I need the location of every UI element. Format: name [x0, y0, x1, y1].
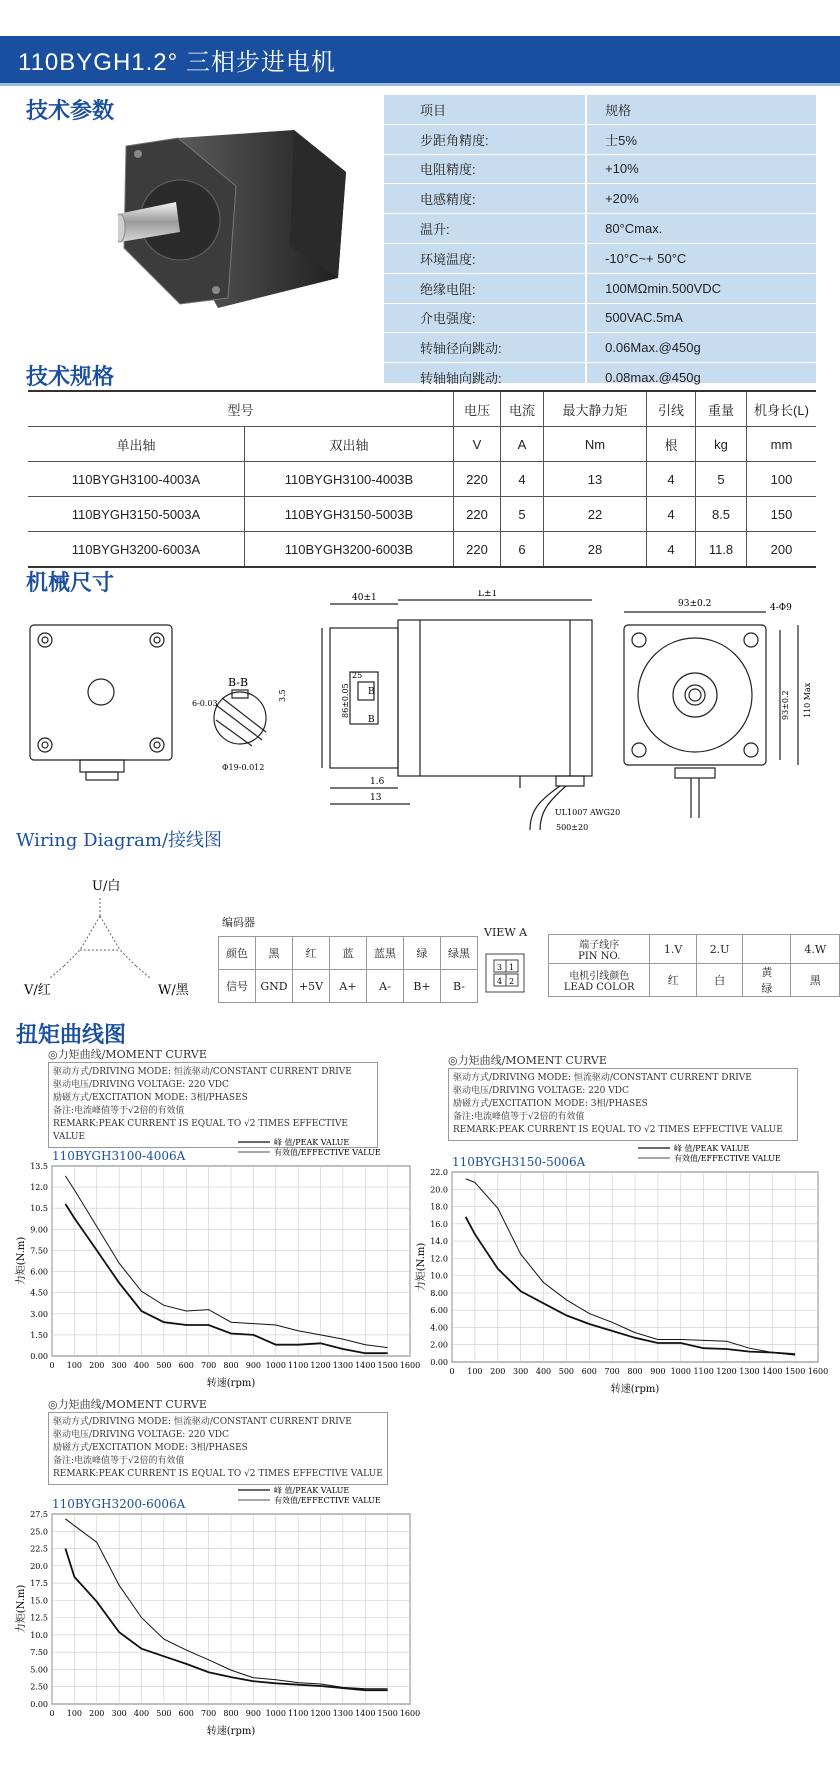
- encoder-cell: +5V: [293, 970, 330, 1003]
- dim-d2: 86±0.05: [341, 683, 350, 718]
- dim-t1: 1.6: [370, 777, 385, 787]
- torque-chart-2: [412, 1136, 830, 1406]
- y-tick-label: 22.5: [30, 1544, 48, 1554]
- banner-divider: [0, 83, 840, 86]
- legend-label: 有效值/EFFECTIVE VALUE: [674, 1154, 781, 1163]
- param-label: 温升:: [384, 214, 586, 244]
- pin-cell: 1.V: [650, 935, 696, 964]
- curve-info-box: [448, 1068, 798, 1141]
- x-tick-label: 1100: [693, 1367, 714, 1376]
- torque-chart-1: [12, 1130, 422, 1400]
- y-tick-label: 4.00: [430, 1323, 448, 1333]
- y-tick-label: 18.0: [430, 1202, 448, 1212]
- y-tick-label: 10.5: [30, 1204, 48, 1214]
- x-tick-label: 200: [490, 1367, 506, 1376]
- curve-info-line: 驱动方式/DRIVING MODE: 恒流驱动/CONSTANT CURRENT DRIVE: [53, 1067, 352, 1077]
- curve-info-line: 驱动方式/DRIVING MODE: 恒流驱动/CONSTANT CURRENT DRIVE: [53, 1417, 352, 1427]
- curve-info-line: REMARK:PEAK CURRENT IS EQUAL TO √2 TIMES EFFECTIVE VALUE: [53, 1119, 348, 1142]
- x-tick-label: 900: [245, 1361, 262, 1370]
- chart-title: 110BYGH3150-5006A: [452, 1155, 586, 1169]
- x-tick-label: 1200: [310, 1709, 331, 1718]
- spec-cell: 150: [747, 497, 817, 532]
- encoder-cell: 信号: [219, 970, 256, 1003]
- x-tick-label: 700: [200, 1361, 217, 1370]
- encoder-cell: B-: [441, 970, 478, 1003]
- y-axis-label: 力矩(N.m): [16, 1236, 27, 1286]
- encoder-cell: 颜色: [219, 937, 256, 970]
- spec-cell: 4: [647, 462, 696, 497]
- spec-header-weight: 重量: [696, 391, 747, 427]
- dim-b1: B: [368, 687, 375, 697]
- legend-label: 峰 值/PEAK VALUE: [274, 1486, 350, 1495]
- x-tick-label: 400: [133, 1709, 150, 1718]
- y-tick-label: 25.0: [30, 1527, 48, 1537]
- y-tick-label: 1.50: [30, 1330, 48, 1340]
- dimension-drawing: [0, 590, 840, 840]
- encoder-cell: 绿: [404, 937, 441, 970]
- x-tick-label: 400: [133, 1361, 150, 1370]
- y-tick-label: 13.5: [30, 1162, 48, 1171]
- pin-cell: 2.U: [696, 935, 742, 964]
- torque-chart-3: [12, 1478, 422, 1748]
- param-label: 环境温度:: [384, 243, 586, 273]
- dim-flange: 40±1: [352, 593, 377, 603]
- param-value: +20%: [586, 184, 816, 214]
- series-line-effective: [65, 1549, 387, 1691]
- spec-header-model: 型号: [28, 391, 454, 427]
- phase-v-label: V/红: [24, 983, 51, 998]
- pin-table: [548, 934, 840, 997]
- spec-cell: 110BYGH3150-5003A: [28, 497, 245, 532]
- param-label: 电感精度:: [384, 184, 586, 214]
- y-tick-label: 0.00: [30, 1352, 48, 1361]
- x-tick-label: 1000: [265, 1709, 286, 1718]
- param-value: 士5%: [586, 124, 816, 154]
- y-tick-label: 17.5: [30, 1579, 48, 1589]
- x-tick-label: 1400: [355, 1709, 376, 1718]
- param-label: 步距角精度:: [384, 124, 586, 154]
- encoder-cell: A+: [330, 970, 367, 1003]
- spec-cell: 5: [696, 462, 747, 497]
- dim-holes: 4-Φ9: [770, 603, 792, 613]
- spec-cell: 4: [501, 462, 544, 497]
- motor-photo: [118, 128, 358, 348]
- spec-cell: 11.8: [696, 532, 747, 568]
- param-label: 介电强度:: [384, 303, 586, 333]
- x-tick-label: 1600: [399, 1709, 421, 1718]
- x-tick-label: 900: [245, 1709, 262, 1718]
- legend-label: 有效值/EFFECTIVE VALUE: [274, 1496, 381, 1505]
- dim-bb-label: B-B: [228, 676, 249, 689]
- spec-cell: 110BYGH3200-6003B: [245, 532, 454, 568]
- spec-header-torque: 最大静力矩: [544, 391, 647, 427]
- x-tick-label: 1100: [287, 1709, 309, 1718]
- x-tick-label: 1200: [716, 1367, 737, 1376]
- spec-unit-voltage: V: [454, 427, 501, 462]
- spec-cell: 100: [747, 462, 817, 497]
- x-tick-label: 300: [111, 1709, 127, 1718]
- y-tick-label: 5.00: [30, 1665, 48, 1675]
- y-tick-label: 10.0: [30, 1630, 48, 1640]
- encoder-cell: 绿黑: [441, 937, 478, 970]
- x-axis-label: 转速(rpm): [206, 1726, 256, 1737]
- y-tick-label: 6.00: [30, 1267, 48, 1277]
- x-tick-label: 1600: [807, 1367, 829, 1376]
- param-label: 电阻精度:: [384, 154, 586, 184]
- encoder-cell: 蓝: [330, 937, 367, 970]
- x-tick-label: 1300: [332, 1709, 354, 1718]
- curve-heading: ◎力矩曲线/MOMENT CURVE: [448, 1054, 607, 1067]
- y-tick-label: 12.0: [430, 1254, 448, 1264]
- encoder-cell: B+: [404, 970, 441, 1003]
- spec-unit-weight: kg: [696, 427, 747, 462]
- spec-cell: 110BYGH3150-5003B: [245, 497, 454, 532]
- spec-unit-torque: Nm: [544, 427, 647, 462]
- spec-cell: 4: [647, 532, 696, 568]
- section-title-dims: 机械尺寸: [26, 571, 115, 596]
- x-tick-label: 200: [89, 1361, 105, 1370]
- dim-key-height: 3.5: [278, 689, 287, 702]
- section-title-torque: 扭矩曲线图: [16, 1023, 127, 1048]
- y-tick-label: 0.00: [430, 1358, 448, 1367]
- param-value: 80°Cmax.: [586, 214, 816, 244]
- svg-text:3: 3: [497, 963, 503, 972]
- wiring-title: Wiring Diagram/接线图: [16, 830, 223, 851]
- pin-header: 端子线序 PIN NO.: [549, 935, 650, 964]
- spec-cell: 6: [501, 532, 544, 568]
- param-header-item: 项目: [384, 95, 586, 124]
- y-tick-label: 8.00: [430, 1288, 448, 1298]
- y-tick-label: 6.00: [430, 1306, 448, 1316]
- lead-cell: 黄 绿: [743, 964, 791, 997]
- spec-cell: 22: [544, 497, 647, 532]
- curve-info-line: 驱动电压/DRIVING VOLTAGE: 220 VDC: [53, 1080, 229, 1090]
- y-tick-label: 9.00: [30, 1225, 48, 1235]
- x-tick-label: 500: [558, 1367, 575, 1376]
- x-axis-label: 转速(rpm): [206, 1378, 256, 1389]
- chart-title: 110BYGH3200-6006A: [52, 1497, 186, 1511]
- curve-info-line: 励磁方式/EXCITATION MODE: 3相/PHASES: [53, 1093, 248, 1103]
- curve-heading: ◎力矩曲线/MOMENT CURVE: [48, 1048, 207, 1061]
- phase-w-label: W/黑: [158, 983, 189, 998]
- x-tick-label: 800: [223, 1709, 239, 1718]
- y-tick-label: 0.00: [30, 1700, 48, 1709]
- dim-b2: B: [368, 715, 375, 725]
- param-value: +10%: [586, 154, 816, 184]
- dim-cable-length: 500±20: [556, 823, 589, 832]
- spec-cell: 4: [647, 497, 696, 532]
- curve-info-line: 驱动电压/DRIVING VOLTAGE: 220 VDC: [453, 1086, 629, 1096]
- svg-text:4: 4: [497, 977, 503, 986]
- x-tick-label: 1300: [739, 1367, 760, 1376]
- curve-info-line: 备注:电流峰值等于√2倍的有效值: [453, 1112, 585, 1122]
- curve-info-line: 备注:电流峰值等于√2倍的有效值: [53, 1106, 185, 1116]
- spec-cell: 220: [454, 532, 501, 568]
- wiring-diagram: [20, 870, 220, 1010]
- x-tick-label: 600: [178, 1709, 194, 1718]
- spec-header-leads: 引线: [647, 391, 696, 427]
- spec-unit-current: A: [501, 427, 544, 462]
- x-tick-label: 500: [156, 1361, 172, 1370]
- y-tick-label: 16.0: [430, 1219, 448, 1229]
- y-tick-label: 12.0: [30, 1183, 48, 1193]
- dim-cable: UL1007 AWG20: [555, 808, 621, 817]
- phase-u-label: U/白: [92, 879, 121, 894]
- x-tick-label: 1500: [377, 1709, 398, 1718]
- table-row: [28, 532, 816, 568]
- curve-info-2: [448, 1052, 798, 1141]
- spec-cell: 5: [501, 497, 544, 532]
- y-tick-label: 2.50: [30, 1682, 48, 1692]
- param-label: 转轴轴向跳动:: [384, 363, 586, 393]
- x-axis-label: 转速(rpm): [610, 1384, 660, 1395]
- x-tick-label: 1400: [762, 1367, 783, 1376]
- spec-cell: 110BYGH3100-4003A: [28, 462, 245, 497]
- legend-label: 峰 值/PEAK VALUE: [274, 1138, 350, 1147]
- legend-label: 峰 值/PEAK VALUE: [674, 1144, 750, 1153]
- x-tick-label: 300: [111, 1361, 127, 1370]
- param-value: 100MΩmin.500VDC: [586, 273, 816, 303]
- spec-cell: 220: [454, 497, 501, 532]
- spec-cell: 110BYGH3100-4003B: [245, 462, 454, 497]
- x-tick-label: 100: [467, 1367, 483, 1376]
- lead-cell: 白: [696, 964, 742, 997]
- x-tick-label: 0: [49, 1361, 55, 1370]
- x-tick-label: 800: [627, 1367, 643, 1376]
- pin-cell: [743, 935, 791, 964]
- dim-d1: 25: [352, 671, 363, 680]
- y-tick-label: 15.0: [30, 1596, 48, 1606]
- spec-cell: 13: [544, 462, 647, 497]
- x-tick-label: 700: [200, 1709, 217, 1718]
- x-tick-label: 500: [156, 1709, 172, 1718]
- curve-info-3: [48, 1396, 388, 1485]
- y-tick-label: 20.0: [30, 1561, 48, 1571]
- table-row: [28, 462, 816, 497]
- x-tick-label: 1500: [377, 1361, 398, 1370]
- y-tick-label: 20.0: [430, 1185, 448, 1195]
- x-tick-label: 1500: [784, 1367, 806, 1376]
- x-tick-label: 600: [178, 1361, 194, 1370]
- dim-shaft: Φ19-0.012: [222, 763, 265, 772]
- param-value: -10°C~+ 50°C: [586, 243, 816, 273]
- spec-header-length: 机身长(L): [747, 391, 817, 427]
- dim-square2: 93±0.2: [781, 690, 790, 720]
- legend-label: 有效值/EFFECTIVE VALUE: [274, 1148, 381, 1157]
- spec-cell: 28: [544, 532, 647, 568]
- y-tick-label: 14.0: [430, 1237, 448, 1247]
- y-tick-label: 4.50: [30, 1288, 48, 1298]
- encoder-cell: GND: [256, 970, 293, 1003]
- table-row: [28, 497, 816, 532]
- param-value: 0.06Max.@450g: [586, 333, 816, 363]
- y-axis-label: 力矩(N.m): [416, 1242, 427, 1292]
- y-tick-label: 27.5: [30, 1510, 48, 1519]
- x-tick-label: 1000: [265, 1361, 286, 1370]
- param-table: [384, 95, 816, 387]
- y-tick-label: 12.5: [30, 1613, 48, 1623]
- y-tick-label: 3.00: [30, 1309, 48, 1319]
- dim-length: L±1: [478, 590, 498, 599]
- param-label: 转轴径向跳动:: [384, 333, 586, 363]
- curve-info-line: REMARK:PEAK CURRENT IS EQUAL TO √2 TIMES EFFECTIVE VALUE: [53, 1469, 383, 1479]
- series-line-peak: [65, 1519, 387, 1689]
- spec-header-current: 电流: [501, 391, 544, 427]
- encoder-cell: A-: [367, 970, 404, 1003]
- curve-heading: ◎力矩曲线/MOMENT CURVE: [48, 1398, 207, 1411]
- dim-square: 93±0.2: [678, 599, 712, 609]
- x-tick-label: 1300: [332, 1361, 354, 1370]
- y-tick-label: 10.0: [430, 1271, 448, 1281]
- x-tick-label: 300: [512, 1367, 529, 1376]
- lead-cell: 黑: [791, 964, 840, 997]
- x-tick-label: 900: [650, 1367, 666, 1376]
- x-tick-label: 400: [535, 1367, 552, 1376]
- param-value: 0.08max.@450g: [586, 363, 816, 393]
- encoder-cell: 蓝黑: [367, 937, 404, 970]
- curve-info-line: 备注:电流峰值等于√2倍的有效值: [53, 1456, 185, 1466]
- y-tick-label: 7.50: [30, 1648, 48, 1658]
- spec-sub-double: 双出轴: [245, 427, 454, 462]
- y-axis-label: 力矩(N.m): [16, 1584, 27, 1634]
- curve-info-line: 驱动方式/DRIVING MODE: 恒流驱动/CONSTANT CURRENT DRIVE: [453, 1073, 752, 1083]
- x-tick-label: 1200: [310, 1361, 331, 1370]
- x-tick-label: 1100: [287, 1361, 309, 1370]
- curve-info-line: 励磁方式/EXCITATION MODE: 3相/PHASES: [453, 1099, 648, 1109]
- param-value: 500VAC.5mA: [586, 303, 816, 333]
- x-tick-label: 1400: [355, 1361, 376, 1370]
- series-line-peak: [466, 1179, 795, 1355]
- page-title: 110BYGH1.2° 三相步进电机: [18, 49, 336, 76]
- curve-info-line: 励磁方式/EXCITATION MODE: 3相/PHASES: [53, 1443, 248, 1453]
- spec-header-voltage: 电压: [454, 391, 501, 427]
- curve-info-line: 驱动电压/DRIVING VOLTAGE: 220 VDC: [53, 1430, 229, 1440]
- spec-table: [28, 390, 816, 568]
- curve-info-line: REMARK:PEAK CURRENT IS EQUAL TO √2 TIMES EFFECTIVE VALUE: [453, 1125, 783, 1135]
- x-tick-label: 1000: [670, 1367, 691, 1376]
- connector-icon: [484, 946, 528, 994]
- y-tick-label: 2.00: [430, 1340, 448, 1350]
- pin-cell: 4.W: [791, 935, 840, 964]
- series-line-effective: [466, 1217, 795, 1354]
- encoder-cell: 黑: [256, 937, 293, 970]
- svg-text:2: 2: [509, 977, 515, 986]
- spec-unit-leads: 根: [647, 427, 696, 462]
- x-tick-label: 800: [223, 1361, 239, 1370]
- chart-title: 110BYGH3100-4006A: [52, 1149, 186, 1163]
- spec-cell: 8.5: [696, 497, 747, 532]
- lead-cell: 红: [650, 964, 696, 997]
- x-tick-label: 0: [449, 1367, 455, 1376]
- svg-text:1: 1: [509, 963, 515, 972]
- encoder-table: [218, 936, 478, 1003]
- encoder-title: 编码器: [222, 916, 255, 929]
- encoder-cell: 红: [293, 937, 330, 970]
- curve-info-box: [48, 1412, 388, 1485]
- y-tick-label: 22.0: [430, 1168, 448, 1177]
- dim-height: 110 Max: [803, 682, 812, 718]
- x-tick-label: 0: [49, 1709, 55, 1718]
- lead-header: 电机引线颜色 LEAD COLOR: [549, 964, 650, 997]
- param-label: 绝缘电阻:: [384, 273, 586, 303]
- x-tick-label: 1600: [399, 1361, 421, 1370]
- x-tick-label: 100: [66, 1361, 83, 1370]
- spec-sub-single: 单出轴: [28, 427, 245, 462]
- series-line-peak: [65, 1176, 387, 1348]
- x-tick-label: 700: [604, 1367, 620, 1376]
- spec-unit-length: mm: [747, 427, 817, 462]
- x-tick-label: 600: [581, 1367, 597, 1376]
- spec-cell: 220: [454, 462, 501, 497]
- spec-cell: 110BYGH3200-6003A: [28, 532, 245, 568]
- section-title-specs: 技术规格: [26, 365, 115, 390]
- y-tick-label: 7.50: [30, 1246, 48, 1256]
- view-a-label: VIEW A: [484, 926, 528, 939]
- dim-t2: 13: [370, 793, 382, 803]
- param-header-spec: 规格: [586, 95, 816, 124]
- dim-key: 6-0.03: [192, 699, 218, 708]
- x-tick-label: 200: [89, 1709, 105, 1718]
- x-tick-label: 100: [66, 1709, 83, 1718]
- spec-cell: 200: [747, 532, 817, 568]
- section-title-params: 技术参数: [26, 99, 115, 124]
- series-line-effective: [65, 1204, 387, 1353]
